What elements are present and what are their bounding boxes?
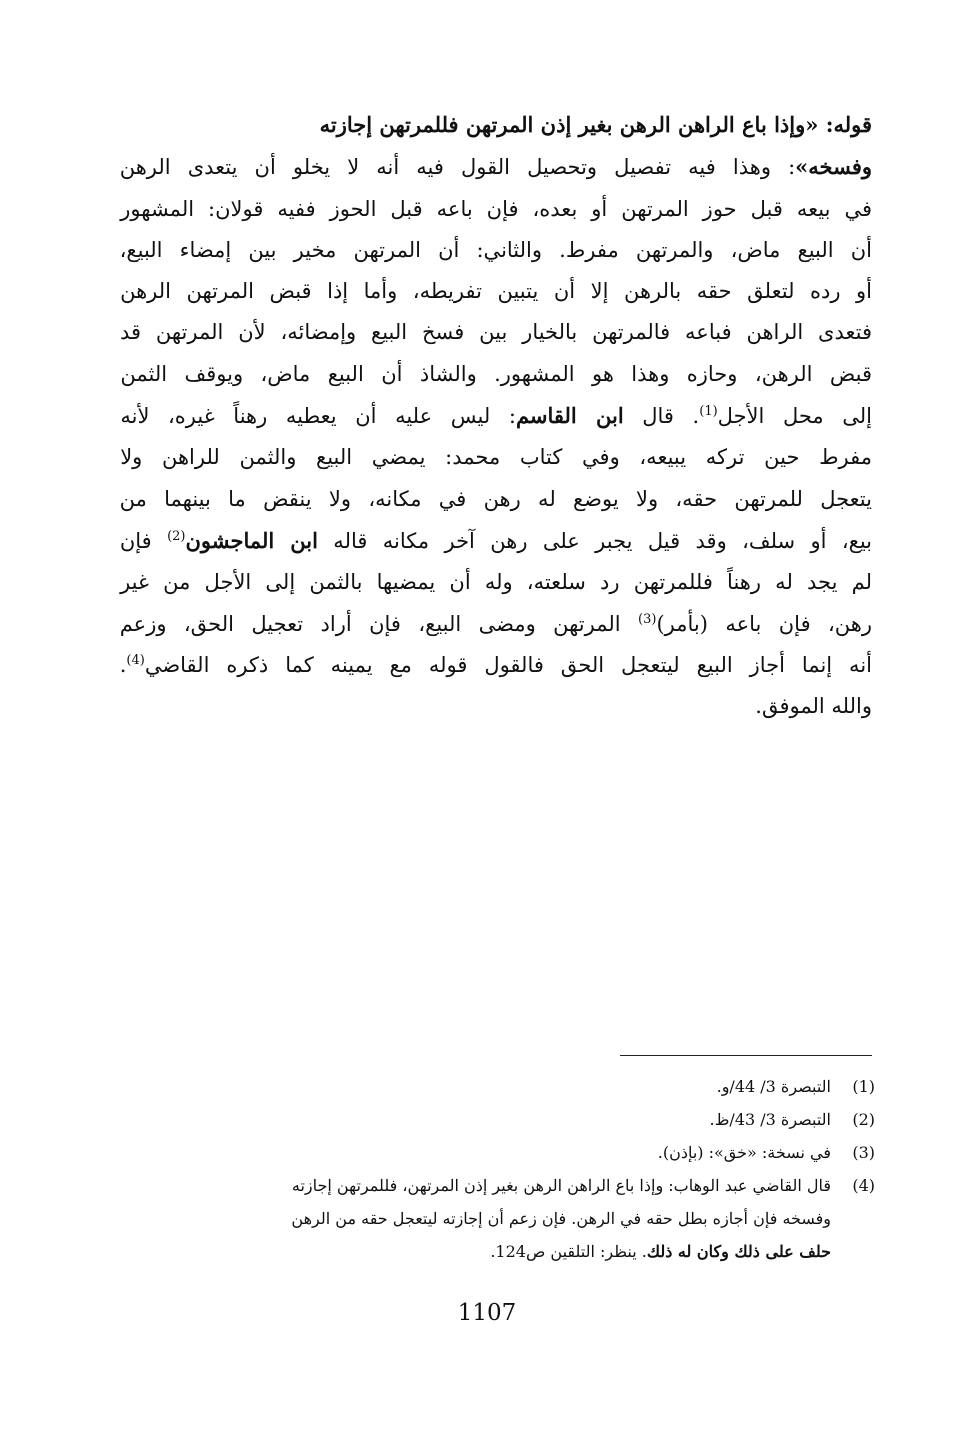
text-line: مفرط حين تركه يبيعه، وفي كتاب محمد: يمضي البيع والثمن للراهن ولا <box>120 445 872 470</box>
text-line <box>120 520 872 562</box>
footnote-ref-2: (2) <box>167 528 186 544</box>
footnote-number: (1) <box>852 1077 875 1096</box>
line-text: إلى محل الأجل <box>717 404 872 429</box>
footnote-bold-text: حلف على ذلك وكان له ذلك <box>646 1242 831 1261</box>
text-line: في بيعه قبل حوز المرتهن أو بعده، فإن باعه قبل الحوز ففيه قولان: المشهور <box>120 196 872 221</box>
footnote-text: . ينظر: التلقين ص124. <box>490 1242 647 1261</box>
text-line: قبض الرهن، وحازه وهذا هو المشهور. والشاذ أن البيع ماض، ويوقف الثمن <box>120 361 872 386</box>
line-text: : ليس عليه أن يعطيه رهناً غيره، لأنه <box>120 404 516 429</box>
line-text: فإن <box>119 528 168 553</box>
footnote-ref-1: (1) <box>699 404 718 420</box>
page-number: 1107 <box>457 1300 517 1326</box>
text-line <box>120 104 872 146</box>
footnote-text: قال القاضي عبد الوهاب: وإذا باع الراهن الرهن بغير إذن المرتهن، فللمرتهن إجازته <box>291 1176 831 1195</box>
footnote-number: (2) <box>852 1110 875 1129</box>
text-line: أن البيع ماض، والمرتهن مفرط. والثاني: أن المرتهن مخير بين إمضاء البيع، <box>119 237 872 262</box>
text-line: لم يجد له رهناً فللمرتهن رد سلعته، وله أن يمضيها بالثمن إلى الأجل من غير <box>120 570 872 595</box>
bold-name: ابن الماجشون <box>185 527 318 553</box>
footnote-1 <box>120 1070 875 1103</box>
text-line <box>120 645 872 686</box>
text-line: أو رده لتعلق حقه بالرهن إلا أن يتبين تفريطه، وأما إذا قبض المرتهن الرهن <box>120 279 872 304</box>
main-text-block <box>120 104 872 727</box>
line-text: بيع، أو سلف، وقد قيل يجبر على رهن آخر مكانه قاله <box>317 528 872 553</box>
text-line <box>120 395 872 437</box>
footnote-text: التبصرة 3/ 43/ظ. <box>709 1110 831 1129</box>
text-line: والله الموفق. <box>755 694 872 719</box>
line-text: أنه إنما أجاز البيع ليتعجل الحق فالقول قوله مع يمينه كما ذكره القاضي <box>144 652 872 677</box>
line-text: . <box>119 652 127 677</box>
footnote-divider <box>620 1055 872 1056</box>
footnote-2 <box>120 1103 875 1136</box>
line-text: رهن، فإن باعه (بأمر) <box>656 611 872 636</box>
footnote-text: التبصرة 3/ 44/و. <box>716 1077 831 1096</box>
footnote-text: في نسخة: «خق»: (بإذن). <box>657 1143 831 1162</box>
bold-quote: وفسخه» <box>795 154 872 180</box>
footnote-number: (4) <box>852 1176 875 1195</box>
footnote-number: (3) <box>852 1143 875 1162</box>
footnote-4-continuation: وفسخه فإن أجازه بطل حقه في الرهن. فإن زعم أن إجازته ليتعجل حقه من الرهن <box>291 1209 831 1228</box>
footnote-3 <box>120 1136 875 1169</box>
line-text: المرتهن ومضى البيع، فإن أراد تعجيل الحق، وزعم <box>119 611 639 636</box>
bold-name: ابن القاسم <box>515 403 624 429</box>
footnotes <box>120 1070 875 1268</box>
text-line: يتعجل للمرتهن حقه، ولا يوضع له رهن في مكانه، ولا ينقض ما بينهما من <box>119 486 872 511</box>
footnote-4-continuation <box>120 1235 875 1268</box>
footnote-ref-4: (4) <box>126 652 145 668</box>
line-text: : وهذا فيه تفصيل وتحصيل القول فيه أنه لا يخلو أن يتعدى الرهن <box>119 155 796 180</box>
text-line <box>120 146 872 188</box>
footnote-ref-3: (3) <box>638 611 657 627</box>
footnote-4 <box>120 1169 875 1202</box>
text-line <box>120 604 872 645</box>
text-line: فتعدى الراهن فباعه فالمرتهن بالخيار بين فسخ البيع وإمضائه، لأن المرتهن قد <box>119 320 872 345</box>
bold-quote: قوله: «وإذا باع الراهن الرهن بغير إذن المرتهن فللمرتهن إجازته <box>319 112 872 137</box>
line-text: . قال <box>623 404 700 429</box>
